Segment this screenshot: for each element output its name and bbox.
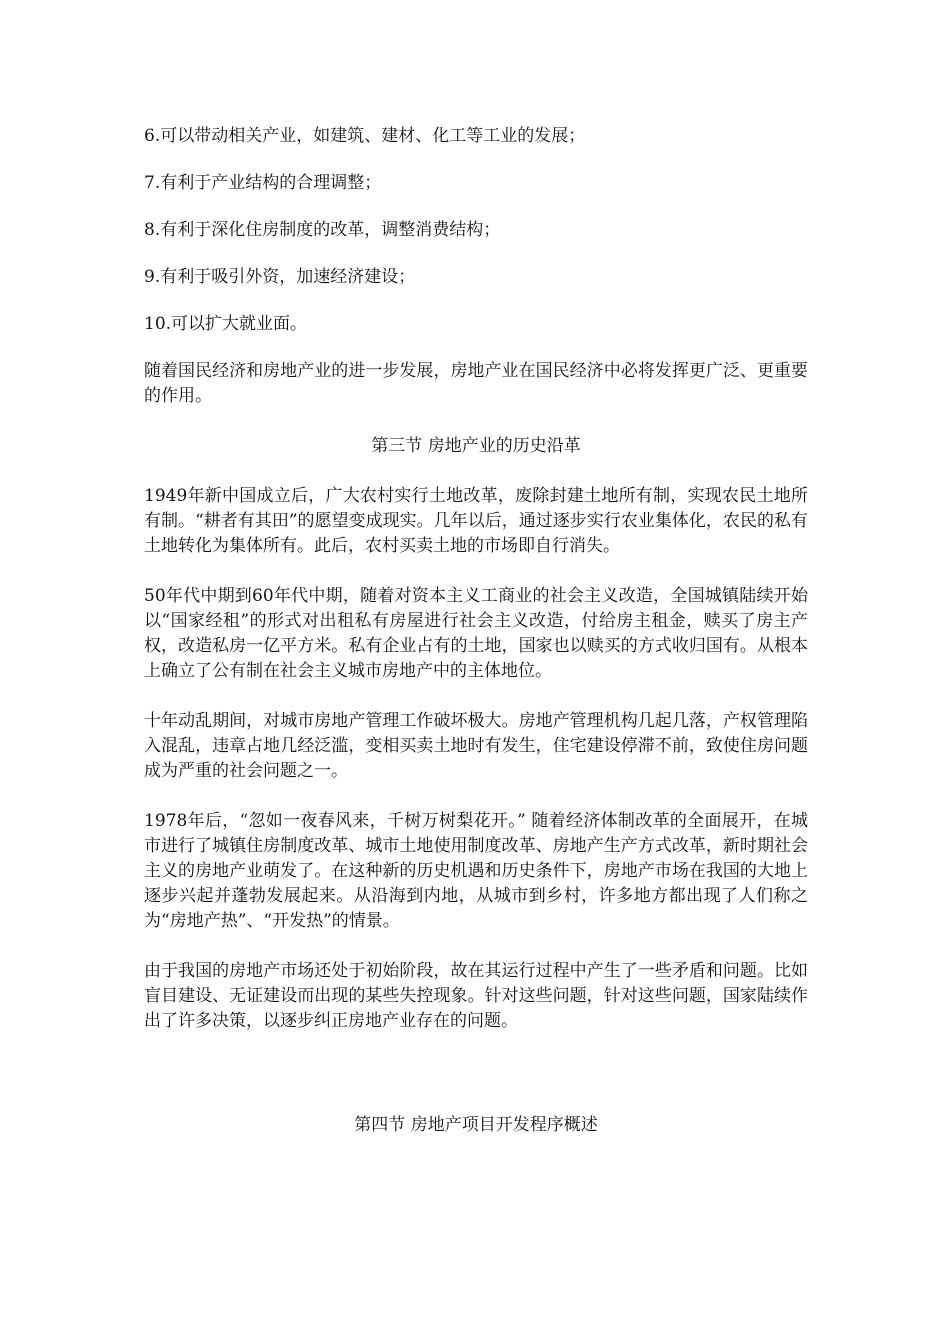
section-spacer (144, 1059, 808, 1113)
list-item: 7.有利于产业结构的合理调整； (144, 173, 382, 193)
body-paragraph: 由于我国的房地产市场还处于初始阶段，故在其运行过程中产生了一些矛盾和问题。比如盲目建设、无证建设而出现的某些失控现象。针对这些问题，针对这些问题，国家陆续作出了许多决策，以逐步纠正房地产业存在的问题。 (144, 961, 808, 1031)
body-paragraph: 1949年新中国成立后，广大农村实行土地改革，废除封建土地所有制，实现农民土地所有制。“耕者有其田”的愿望变成现实。几年以后，通过逐步实行农业集体化，农民的私有土地转化为集体所有。此后，农村买卖土地的市场即自行消失。 (144, 486, 808, 556)
list-item: 10.可以扩大就业面。 (144, 314, 308, 334)
document-page (144, 124, 808, 1163)
section-heading: 第三节 房地产业的历史沿革 (371, 436, 581, 456)
body-paragraph: 十年动乱期间，对城市房地产管理工作破坏极大。房地产管理机构几起几落，产权管理陷入混乱，违章占地几经泛滥，变相买卖土地时有发生，住宅建设停滞不前，致使住房问题成为严重的社会问题之一。 (144, 711, 808, 781)
list-item: 6.可以带动相关产业，如建筑、建材、化工等工业的发展； (144, 126, 586, 146)
body-paragraph: 50年代中期到60年代中期，随着对资本主义工商业的社会主义改造，全国城镇陆续开始以“国家经租”的形式对出租私有房屋进行社会主义改造，付给房主租金，赎买了房主产权，改造私房一亿平方米。私有企业占有的土地，国家也以赎买的方式收归国有。从根本上确立了公有制在社会主义城市房地产中的主体地位。 (144, 586, 808, 681)
body-paragraph: 1978年后，“忽如一夜春风来，千树万树梨花开。” 随着经济体制改革的全面展开，在城市进行了城镇住房制度改革、城市土地使用制度改革、房地产生产方式改革，新时期社会主义的房地产业萌发了。在这种新的历史机遇和历史条件下，房地产市场在我国的大地上逐步兴起并蓬勃发展起来。从沿海到内地，从城市到乡村，许多地方都出现了人们称之为“房地产热”、“开发热”的情景。 (144, 811, 808, 931)
list-item: 8.有利于深化住房制度的改革，调整消费结构； (144, 220, 501, 240)
section-heading: 第四节 房地产项目开发程序概述 (354, 1115, 598, 1135)
closing-paragraph: 随着国民经济和房地产业的进一步发展，房地产业在国民经济中必将发挥更广泛、更重要的作用。 (144, 361, 808, 406)
list-item: 9.有利于吸引外资，加速经济建设； (144, 267, 416, 287)
